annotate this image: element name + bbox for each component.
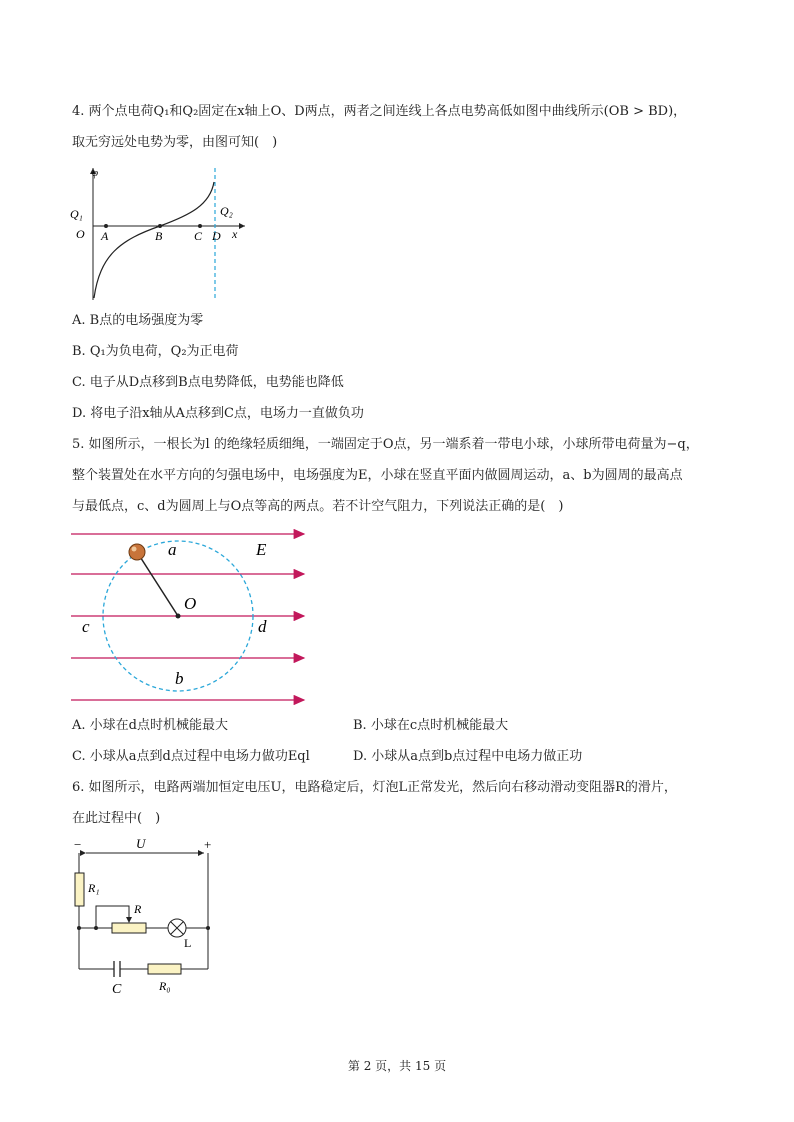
q6-C-label: C <box>112 982 122 997</box>
q6-slider-arrowhead <box>126 917 132 923</box>
q4-D-label: D <box>212 229 221 243</box>
q4-phi-label: φ <box>92 167 99 179</box>
q5-option-d: D. 小球从a点到b点过程中电场力做正功 <box>353 749 583 764</box>
q4-stem-line2: 取无穷远处电势为零，由图可知( ) <box>72 135 278 150</box>
q5-label-E: E <box>256 540 267 559</box>
q6-resistor-R0 <box>148 964 181 974</box>
q4-point-C <box>198 224 202 228</box>
q4-x-label: x <box>232 227 238 241</box>
q5-stem-line2: 整个装置处在水平方向的匀强电场中，电场强度为E，小球在竖直平面内做圆周运动，a、b为圆周的最高点 <box>72 468 683 483</box>
q5-stem-line1: 5. 如图所示，一根长为l 的绝缘轻质细绳，一端固定于O点，另一端系着一带电小球，小球所带电荷量为−q， <box>72 437 699 452</box>
q4-B-label: B <box>155 229 163 243</box>
q6-junction-right <box>206 926 210 930</box>
q4-option-c: C. 电子从D点移到B点电势降低，电势能也降低 <box>72 375 344 390</box>
q4-Q1-label: Q₁ <box>70 207 83 221</box>
q6-stem-line2: 在此过程中( ) <box>72 811 161 826</box>
q6-stem-line1: 6. 如图所示，电路两端加恒定电压U，电路稳定后，灯泡L正常发光，然后向右移动滑动变阻器R的滑片， <box>72 780 677 795</box>
q4-Q2-label: Q₂ <box>220 204 233 218</box>
q4-option-b: B. Q₁为负电荷，Q₂为正电荷 <box>72 344 239 359</box>
q6-junction-left <box>77 926 81 930</box>
q6-R-label: R <box>134 902 142 916</box>
q6-rheostat-R <box>112 923 146 933</box>
q5-option-a: A. 小球在d点时机械能最大 <box>72 718 228 733</box>
q5-stem-line3: 与最低点，c、d为圆周上与O点等高的两点。若不计空气阻力，下列说法正确的是( ) <box>72 499 564 514</box>
q4-potential-graph <box>60 160 260 305</box>
q5-label-a: a <box>168 540 177 559</box>
q5-label-b: b <box>175 669 184 688</box>
q4-A-label: A <box>101 229 109 243</box>
q4-point-A <box>104 224 108 228</box>
q6-junction-slider <box>94 926 98 930</box>
q4-O-label: O <box>76 227 85 241</box>
page-footer: 第 2 页，共 15 页 <box>347 1059 447 1073</box>
q6-R1-label: R₁ <box>88 881 100 895</box>
q4-option-d: D. 将电子沿x轴从A点移到C点，电场力一直做负功 <box>72 406 364 421</box>
q5-label-O: O <box>184 594 197 613</box>
q5-field-figure <box>68 528 313 713</box>
q6-U-label: U <box>136 836 146 851</box>
q6-minus-terminal: − <box>74 837 82 852</box>
q4-option-a: A. B点的电场强度为零 <box>72 313 204 328</box>
q5-option-c: C. 小球从a点到d点过程中电场力做功Eql <box>72 749 310 764</box>
q5-charged-ball <box>129 544 145 560</box>
q6-L-label: L <box>184 936 192 950</box>
q6-R0-label: R₀ <box>159 979 171 993</box>
q4-C-label: C <box>194 229 203 243</box>
q5-option-b: B. 小球在c点时机械能最大 <box>353 718 509 733</box>
q5-center-point <box>176 614 181 619</box>
q5-label-d: d <box>258 617 267 636</box>
q5-ball-highlight <box>132 547 137 552</box>
q6-resistor-R1 <box>75 873 84 906</box>
q4-point-B <box>158 224 162 228</box>
q4-stem-line1: 4. 两个点电荷Q₁和Q₂固定在x轴上O、D两点，两者之间连线上各点电势高低如图中曲线所示(OB > BD)， <box>72 104 687 119</box>
q6-plus-terminal: + <box>204 837 212 852</box>
q5-label-c: c <box>82 617 90 636</box>
q5-string <box>137 552 178 616</box>
q6-circuit-diagram <box>66 835 226 1000</box>
